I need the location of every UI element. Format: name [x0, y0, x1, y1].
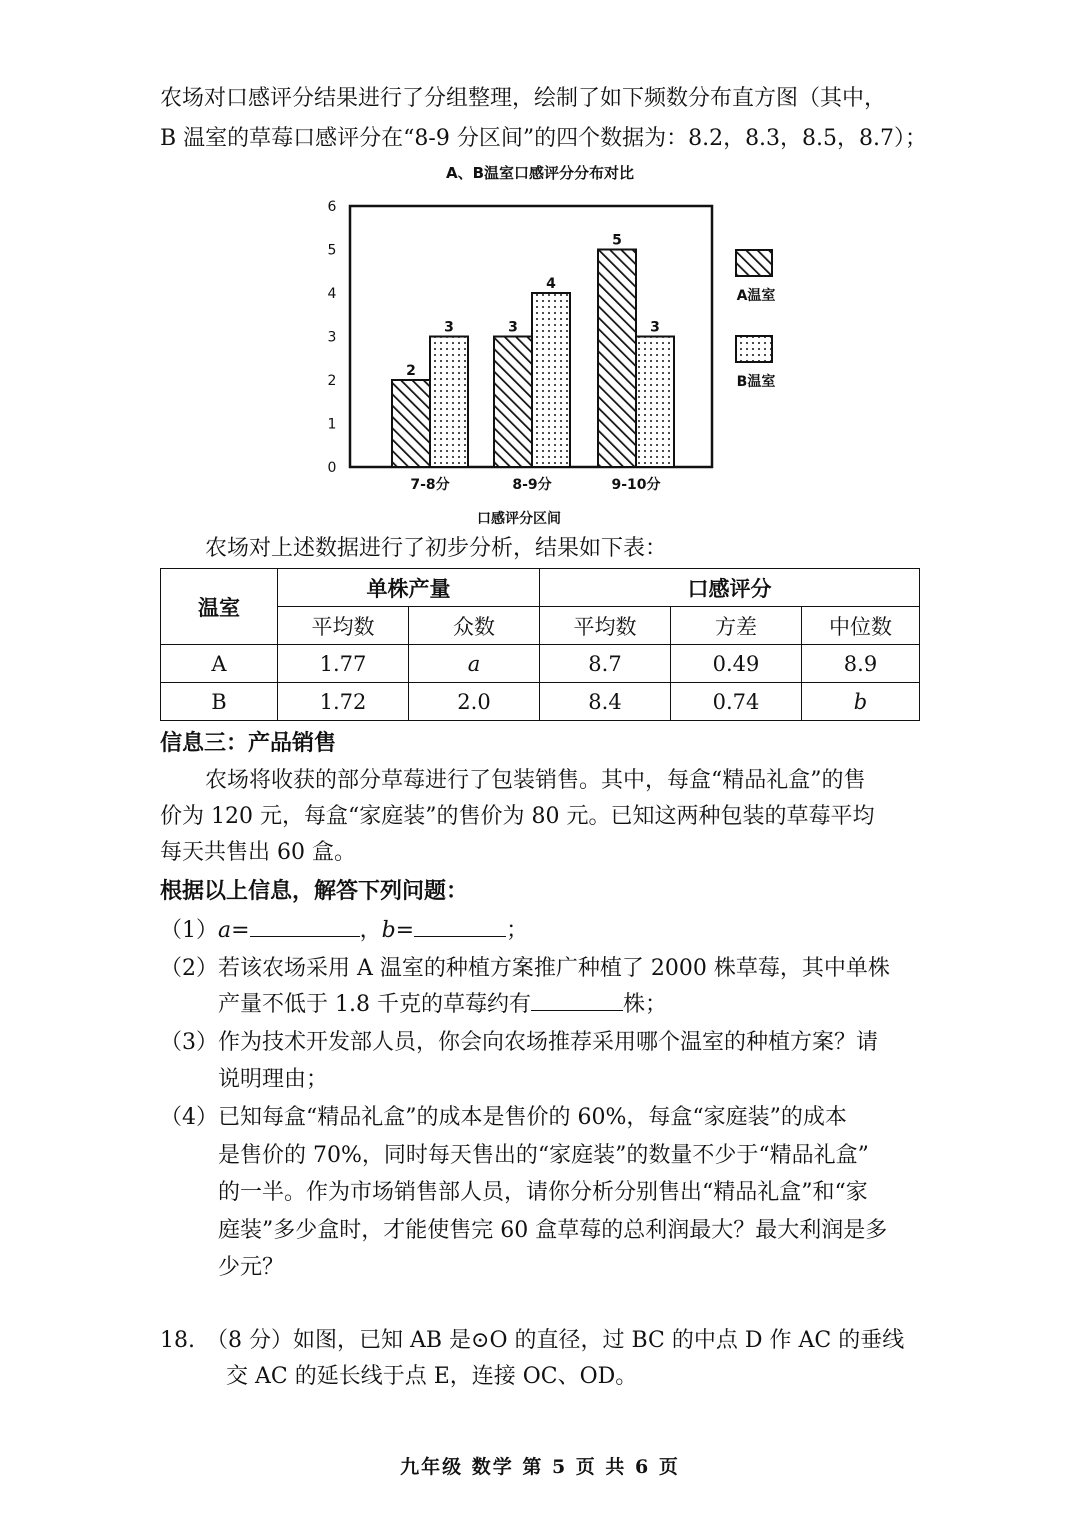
cell: 8.7	[540, 645, 671, 683]
q2-unit: 株；	[622, 992, 667, 1017]
q18-line-2: 交 AC 的延长线于点 E，连接 OC、OD。	[226, 1364, 638, 1389]
x-tick-label: 9-10分	[611, 477, 661, 493]
cell: 1.77	[278, 645, 409, 683]
chart	[300, 190, 820, 530]
y-tick-label: 2	[327, 373, 337, 389]
legend-swatch	[736, 250, 772, 276]
subheader-taste-mean: 平均数	[540, 607, 671, 645]
data-label: 2	[406, 363, 416, 379]
question-4-line-2: 是售价的 70%，同时每天售出的“家庭装”的数量不少于“精品礼盒”	[218, 1143, 869, 1168]
subheader-taste-variance: 方差	[671, 607, 802, 645]
info3-heading: 信息三：产品销售	[160, 730, 337, 756]
cell: 8.4	[540, 683, 671, 721]
question-2-line-2	[218, 988, 667, 1022]
cell: b	[802, 683, 920, 721]
q1-sep: ，	[359, 918, 382, 943]
bar	[392, 380, 430, 467]
data-label: 4	[546, 276, 556, 292]
q1-a-blank[interactable]	[250, 914, 360, 937]
q1-end: ；	[506, 918, 529, 943]
q2-blank[interactable]	[531, 988, 623, 1011]
bar	[494, 337, 532, 468]
cell: 0.49	[671, 645, 802, 683]
data-label: 3	[508, 319, 518, 336]
table-row	[161, 683, 920, 721]
x-tick-label: 8-9分	[512, 477, 552, 493]
header-yield: 单株产量	[278, 569, 540, 607]
table-row	[161, 645, 920, 683]
question-3-line-1: （3）作为技术开发部人员，你会向农场推荐采用哪个温室的种植方案？请	[160, 1030, 878, 1055]
cell-room: A	[161, 645, 278, 683]
intro-line-2: B 温室的草莓口感评分在“8-9 分区间”的四个数据为：8.2，8.3，8.5，8.7）；	[160, 126, 928, 151]
y-tick-label: 5	[327, 242, 337, 259]
cell: 2.0	[409, 683, 540, 721]
legend-swatch	[736, 336, 772, 362]
bar	[532, 293, 570, 467]
subheader-taste-median: 中位数	[802, 607, 920, 645]
question-3-line-2: 说明理由；	[218, 1067, 329, 1092]
question-4-line-3: 的一半。作为市场销售部人员，请你分析分别售出“精品礼盒”和“家	[218, 1180, 868, 1205]
questions-heading: 根据以上信息，解答下列问题：	[160, 878, 469, 904]
question-4-line-5: 少元？	[218, 1255, 285, 1280]
cell: 0.74	[671, 683, 802, 721]
info3-p3: 每天共售出 60 盒。	[160, 840, 356, 865]
header-taste: 口感评分	[540, 569, 920, 607]
q1-b-blank[interactable]	[414, 914, 506, 937]
y-tick-label: 3	[327, 329, 337, 346]
q2-text: 产量不低于 1.8 千克的草莓约有	[218, 992, 531, 1017]
y-tick-label: 0	[327, 460, 337, 476]
cell: 8.9	[802, 645, 920, 683]
x-axis-label: 口感评分区间	[477, 511, 561, 527]
info3-p2: 价为 120 元，每盒“家庭装”的售价为 80 元。已知这两种包装的草莓平均	[160, 804, 875, 829]
stats-table	[160, 568, 920, 721]
table-intro: 农场对上述数据进行了初步分析，结果如下表：	[205, 536, 668, 561]
y-tick-label: 4	[327, 286, 337, 302]
question-1	[160, 914, 528, 948]
y-tick-label: 6	[327, 199, 337, 215]
bar	[430, 337, 468, 468]
data-label: 3	[650, 319, 660, 336]
chart-title: A、B温室口感评分分布对比	[445, 164, 635, 182]
q1-number: （1）	[160, 918, 218, 943]
page-footer: 九年级 数学 第 5 页 共 6 页	[400, 1456, 680, 1478]
cell-room: B	[161, 683, 278, 721]
legend-label: A温室	[736, 288, 776, 304]
question-4-line-1: （4）已知每盒“精品礼盒”的成本是售价的 60%，每盒“家庭装”的成本	[160, 1105, 847, 1130]
bar	[636, 337, 674, 468]
header-room: 温室	[161, 569, 278, 645]
legend-label: B温室	[736, 374, 776, 390]
data-label: 5	[612, 232, 622, 249]
subheader-yield-mode: 众数	[409, 607, 540, 645]
question-2-line-1: （2）若该农场采用 A 温室的种植方案推广种植了 2000 株草莓，其中单株	[160, 956, 890, 981]
subheader-yield-mean: 平均数	[278, 607, 409, 645]
question-4-line-4: 庭装”多少盒时，才能使售完 60 盒草莓的总利润最大？最大利润是多	[218, 1218, 888, 1243]
data-label: 3	[444, 319, 454, 336]
q18-line-1: 18. （8 分）如图，已知 AB 是⊙O 的直径，过 BC 的中点 D 作 AC 的垂线	[160, 1328, 905, 1353]
y-tick-label: 1	[327, 416, 337, 433]
cell: 1.72	[278, 683, 409, 721]
q1-b-label: b=	[381, 918, 415, 943]
info3-p1: 农场将收获的部分草莓进行了包装销售。其中，每盒“精品礼盒”的售	[205, 768, 866, 793]
x-tick-label: 7-8分	[410, 477, 450, 493]
bar	[598, 250, 636, 468]
q1-a-label: a=	[218, 918, 250, 943]
cell: a	[409, 645, 540, 683]
intro-line-1: 农场对口感评分结果进行了分组整理，绘制了如下频数分布直方图（其中，	[160, 86, 887, 111]
